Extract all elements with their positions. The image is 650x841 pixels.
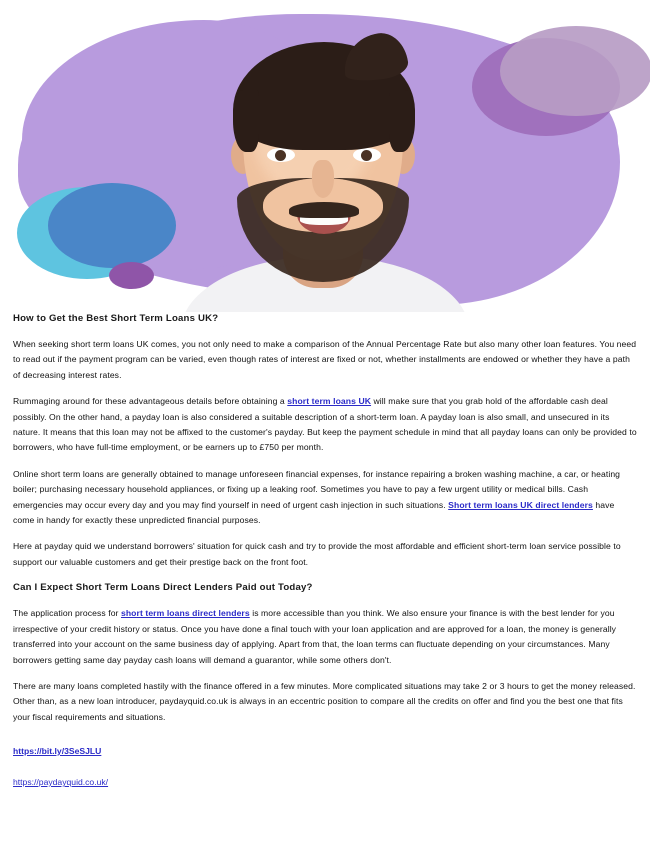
link-paydayquid-website[interactable]: https://paydayquid.co.uk/ xyxy=(13,777,109,788)
link-short-term-loans-direct-lenders[interactable]: short term loans direct lenders xyxy=(120,608,250,619)
link-bitly[interactable]: https://bit.ly/3SeSJLU xyxy=(13,746,102,757)
hair-side-left xyxy=(233,90,259,152)
blue-circle-bottom-left xyxy=(48,183,176,268)
paragraph-2-text-before: Rummaging around for these advantageous details before obtaining a xyxy=(13,396,288,407)
hero-illustration xyxy=(0,0,650,312)
paragraph-3 xyxy=(13,467,638,529)
nose xyxy=(312,160,334,198)
paragraph-2-text-after: will make sure that you grab hold of the affordable cash deal possibly. On the other hand, a payday loan is also considered a suitable description of a short-term loan. A payday loan is also small, and unsecured in its nature. It means that this loan may not be affixed to the customer's payday. But keep the payment schedule in mind that all payday loans can only be provided to borrowers, who have full-time employment, or be earners up to £750 per month. xyxy=(13,396,637,453)
hair-side-right xyxy=(389,90,415,152)
spacer xyxy=(13,736,638,744)
paragraph-1: When seeking short term loans UK comes, you not only need to make a comparison of the Annual Percentage Rate but also many other loan features. You need to read out if the payment program can be varied, even though rates of interest are fixed or not, whether installments are endowed or whether they have a path of decreasing interest rates. xyxy=(13,339,637,380)
paragraph-6: There are many loans completed hastily with the finance offered in a few minutes. More complicated situations may take 2 or 3 hours to get the money released. Other than, as a new loan introducer, paydayquid.co.uk is always in an eccentric position to compare all the credits on offer and find you the best one that fits your fiscal requirements and situations. xyxy=(13,680,636,722)
website-link-line xyxy=(13,775,638,790)
paragraph-3-text-before: Online short term loans are generally obtained to manage unforeseen financial expenses, for instance repairing a broken washing machine, a car, or heating boiler; purchasing necessary household appliances, or fixing up a leaking roof. Sometimes you have to pay a few urgent utility or medical bills. Cash emergencies may occur every day and you may find yourself in need of urgent cash injection in such situations. xyxy=(13,468,621,510)
section-heading-2: Can I Expect Short Term Loans Direct Lenders Paid out Today? xyxy=(13,582,313,594)
link-short-term-loans-uk[interactable]: short term loans UK xyxy=(287,396,372,407)
link-short-term-loans-uk-direct-lenders[interactable]: Short term loans UK direct lenders xyxy=(448,499,593,510)
light-purple-circle-top-right xyxy=(500,26,650,116)
paragraph-5-text-before: The application process for xyxy=(13,608,121,619)
paragraph-5-text-after: is more accessible than you think. We also ensure your finance is with the best lender for you irrespective of your credit history or status. Once you have done a final touch with your loan application and are approved for a loan, the money is generally transferred into your account on the same business day of applying. Apart from that, the loan terms can fluctuate depending on your circumstances. Many borrowers getting same day payday cash loans will demand a guarantor, while some others don't. xyxy=(13,608,617,665)
paragraph-2 xyxy=(13,394,638,456)
paragraph-4: Here at payday quid we understand borrowers' situation for quick cash and try to provide the most affordable and efficient short-term loan service possible to support our valuable customers and get their prestige back on the front foot. xyxy=(13,541,621,567)
eye-left xyxy=(267,148,295,162)
eye-right xyxy=(353,148,381,162)
article-body xyxy=(0,312,650,790)
paragraph-3-text-after: have come in handy for exactly these unpredicted financial purposes. xyxy=(13,499,615,526)
pupil-left xyxy=(275,150,286,161)
page-title: How to Get the Best Short Term Loans UK? xyxy=(13,313,219,324)
paragraph-5 xyxy=(13,606,638,668)
bitly-link-line xyxy=(13,744,638,759)
mustache xyxy=(289,202,359,218)
pupil-right xyxy=(361,150,372,161)
small-purple-circle xyxy=(109,262,154,289)
person-portrait xyxy=(175,28,475,312)
